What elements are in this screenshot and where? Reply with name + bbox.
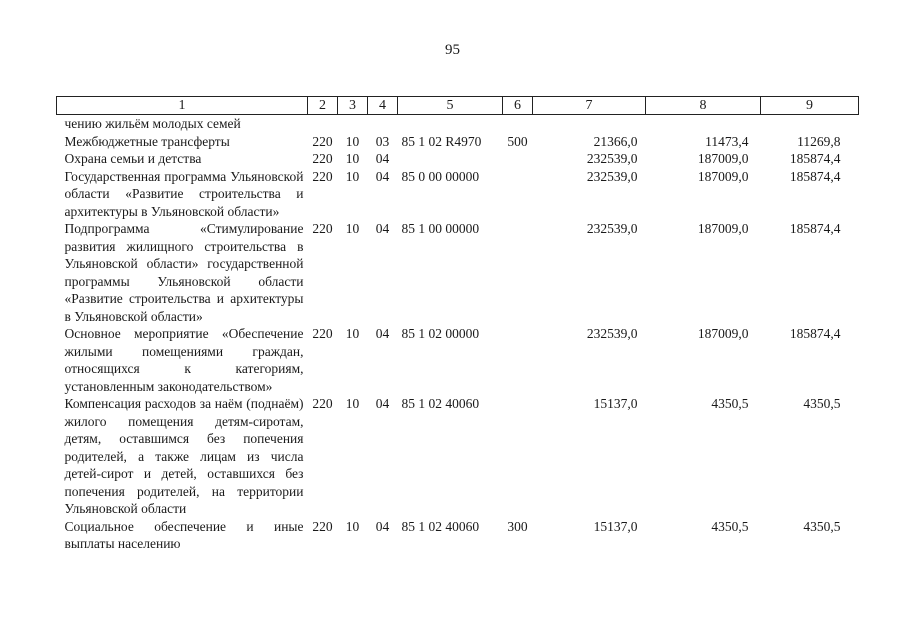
budget-table [56,96,859,553]
cell-amount-col9: 185874,4 [789,151,841,166]
column-header-6: 6 [503,97,533,115]
column-header-9: 9 [761,97,859,115]
cell-amount-col9: 11269,8 [797,133,841,149]
cell-administrator-code: 220 [312,518,333,534]
cell-subsection: 04 [375,168,390,184]
cell-amount-col8: 187009,0 [697,326,749,341]
cell-amount-col8: 187009,0 [697,221,749,236]
table-row [57,168,859,221]
column-header-5: 5 [398,97,503,115]
cell-administrator-code: 220 [312,326,333,341]
page-number: 95 [445,42,460,58]
cell-administrator-code: 220 [312,221,333,236]
cell-amount-col9: 4350,5 [803,518,841,534]
cell-section: 10 [345,133,360,149]
cell-section: 10 [345,221,360,236]
cell-target-article: 85 1 02 40060 [401,396,480,411]
cell-section: 10 [345,326,360,341]
cell-expense-type [503,150,533,168]
table-row [57,325,859,395]
column-header-1: 1 [57,97,308,115]
table-row [57,150,859,168]
column-header-7: 7 [533,97,646,115]
cell-amount-col9: 185874,4 [789,221,841,236]
cell-administrator-code [308,115,338,133]
cell-target-article [398,150,503,168]
cell-amount-col8: 11473,4 [705,133,749,149]
cell-amount-col9 [761,115,859,133]
cell-target-article: 85 1 02 R4970 [401,133,482,149]
table-body [57,115,859,553]
row-name: Подпрограмма «Стимулирование развития жилищного строительства в Ульяновской области» государственной программы Ульяновской области «Развитие строительства и архитектуры в Ульяновской области» [64,221,304,324]
cell-subsection: 04 [375,326,390,341]
cell-expense-type [503,220,533,325]
row-name: Основное мероприятие «Обеспечение жилыми помещениями граждан, относящихся к категориям, установленным законодательством» [64,326,304,394]
cell-section: 10 [345,518,360,534]
cell-amount-col8: 4350,5 [711,518,749,534]
cell-amount-col7 [533,115,646,133]
cell-expense-type [503,115,533,133]
cell-amount-col9: 185874,4 [789,168,841,184]
table-row [57,115,859,133]
cell-target-article [398,115,503,133]
cell-section: 10 [345,151,360,166]
cell-administrator-code: 220 [312,151,333,166]
table-row [57,133,859,151]
cell-amount-col7: 21366,0 [593,133,638,149]
cell-amount-col9: 185874,4 [789,326,841,341]
cell-subsection: 04 [375,518,390,534]
row-name: Компенсация расходов за наём (поднаём) жилого помещения детям-сиротам, детям, оставшимся без попечения родителей, а также лицам из числа детей-сирот и детей, оставшихся без попечения родителей, на территории Ульяновской области [64,396,304,516]
cell-target-article: 85 0 00 00000 [401,168,480,184]
cell-subsection: 04 [375,221,390,236]
column-header-3: 3 [338,97,368,115]
cell-amount-col9: 4350,5 [803,396,841,411]
cell-amount-col7: 15137,0 [593,518,638,534]
cell-expense-type: 500 [507,133,528,149]
cell-administrator-code: 220 [312,396,333,411]
cell-amount-col8: 4350,5 [711,396,749,411]
cell-amount-col7: 232539,0 [586,326,638,341]
cell-subsection: 03 [375,133,390,149]
cell-expense-type: 300 [507,518,528,534]
table-row [57,395,859,518]
table-row [57,220,859,325]
cell-target-article: 85 1 02 40060 [401,518,480,534]
cell-amount-col7: 15137,0 [593,396,638,411]
row-name: Социальное обеспечение и иные выплаты населению [64,518,304,551]
cell-expense-type [503,168,533,221]
cell-section [338,115,368,133]
cell-amount-col8: 187009,0 [697,168,749,184]
cell-expense-type [503,325,533,395]
cell-subsection: 04 [375,396,390,411]
table-row [57,518,859,553]
cell-subsection: 04 [375,151,390,166]
cell-administrator-code: 220 [312,133,333,149]
column-header-8: 8 [646,97,761,115]
cell-amount-col7: 232539,0 [586,168,638,184]
cell-administrator-code: 220 [312,168,333,184]
cell-target-article: 85 1 02 00000 [401,326,480,341]
cell-subsection [368,115,398,133]
row-name: Межбюджетные трансферты [64,133,230,149]
cell-target-article: 85 1 00 00000 [401,221,480,236]
cell-amount-col7: 232539,0 [586,221,638,236]
cell-amount-col8: 187009,0 [697,151,749,166]
cell-amount-col8 [646,115,761,133]
cell-expense-type [503,395,533,518]
column-header-2: 2 [308,97,338,115]
row-name: Охрана семьи и детства [64,151,202,166]
cell-section: 10 [345,396,360,411]
cell-section: 10 [345,168,360,184]
row-name: чению жильём молодых семей [64,116,241,131]
table-header-row [57,97,859,115]
column-header-4: 4 [368,97,398,115]
cell-amount-col7: 232539,0 [586,151,638,166]
row-name: Государственная программа Ульяновской области «Развитие строительства и архитектуры в Ульяновской области» [64,168,304,219]
